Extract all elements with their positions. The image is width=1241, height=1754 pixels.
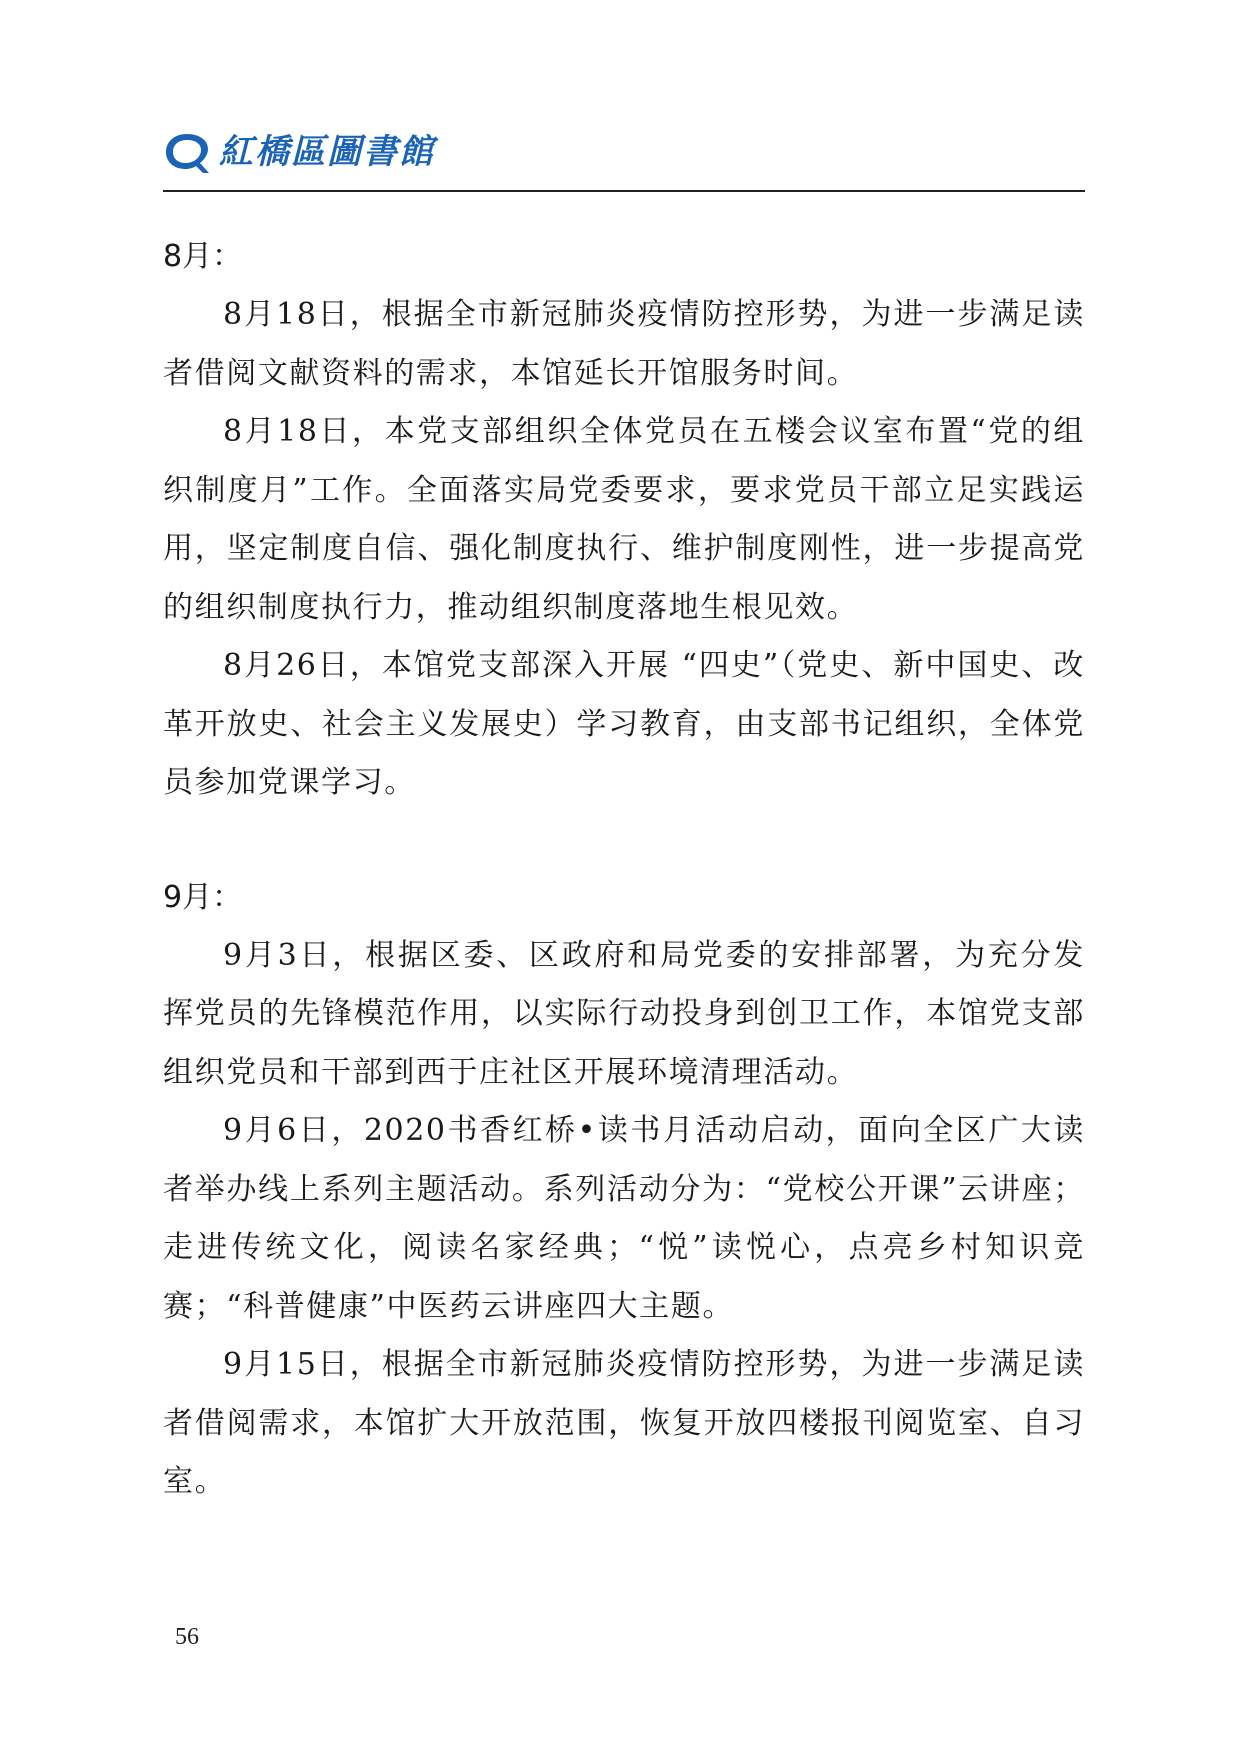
month-heading: 8月： <box>163 239 243 274</box>
paragraph: 8月18日，根据全市新冠肺炎疫情防控形势，为进一步满足读者借阅文献资料的需求，本馆延长开馆服务时间。 <box>163 297 1085 391</box>
library-logo-icon <box>163 130 211 176</box>
paragraph: 9月15日，根据全市新冠肺炎疫情防控形势，为进一步满足读者借阅需求，本馆扩大开放范围，恢复开放四楼报刊阅览室、自习室。 <box>163 1347 1085 1499</box>
section-september <box>163 869 1085 1512</box>
paragraph: 8月18日，本党支部组织全体党员在五楼会议室布置“党的组织制度月”工作。全面落实局党委要求，要求党员干部立足实践运用，坚定制度自信、强化制度执行、维护制度刚性，进一步提高党的组织制度执行力，推动组织制度落地生根见效。 <box>163 414 1085 625</box>
paragraph: 9月6日，2020书香红桥•读书月活动启动，面向全区广大读者举办线上系列主题活动。系列活动分为：“党校公开课”云讲座；走进传统文化，阅读名家经典；“悦”读悦心，点亮乡村知识竞赛；“科普健康”中医药云讲座四大主题。 <box>163 1113 1085 1324</box>
header-divider <box>163 190 1085 192</box>
section-august <box>163 228 1085 813</box>
document-body <box>163 228 1085 1512</box>
month-heading: 9月： <box>163 879 243 915</box>
page-header <box>163 128 1085 190</box>
page-number: 56 <box>175 1624 199 1650</box>
paragraph: 8月26日，本馆党支部深入开展 “四史”（党史、新中国史、改革开放史、社会主义发展史）学习教育，由支部书记组织，全体党员参加党课学习。 <box>163 648 1085 800</box>
library-logo-text: 紅橋區圖書館 <box>219 132 435 172</box>
paragraph: 9月3日，根据区委、区政府和局党委的安排部署，为充分发挥党员的先锋模范作用，以实际行动投身到创卫工作，本馆党支部组织党员和干部到西于庄社区开展环境清理活动。 <box>163 937 1085 1090</box>
